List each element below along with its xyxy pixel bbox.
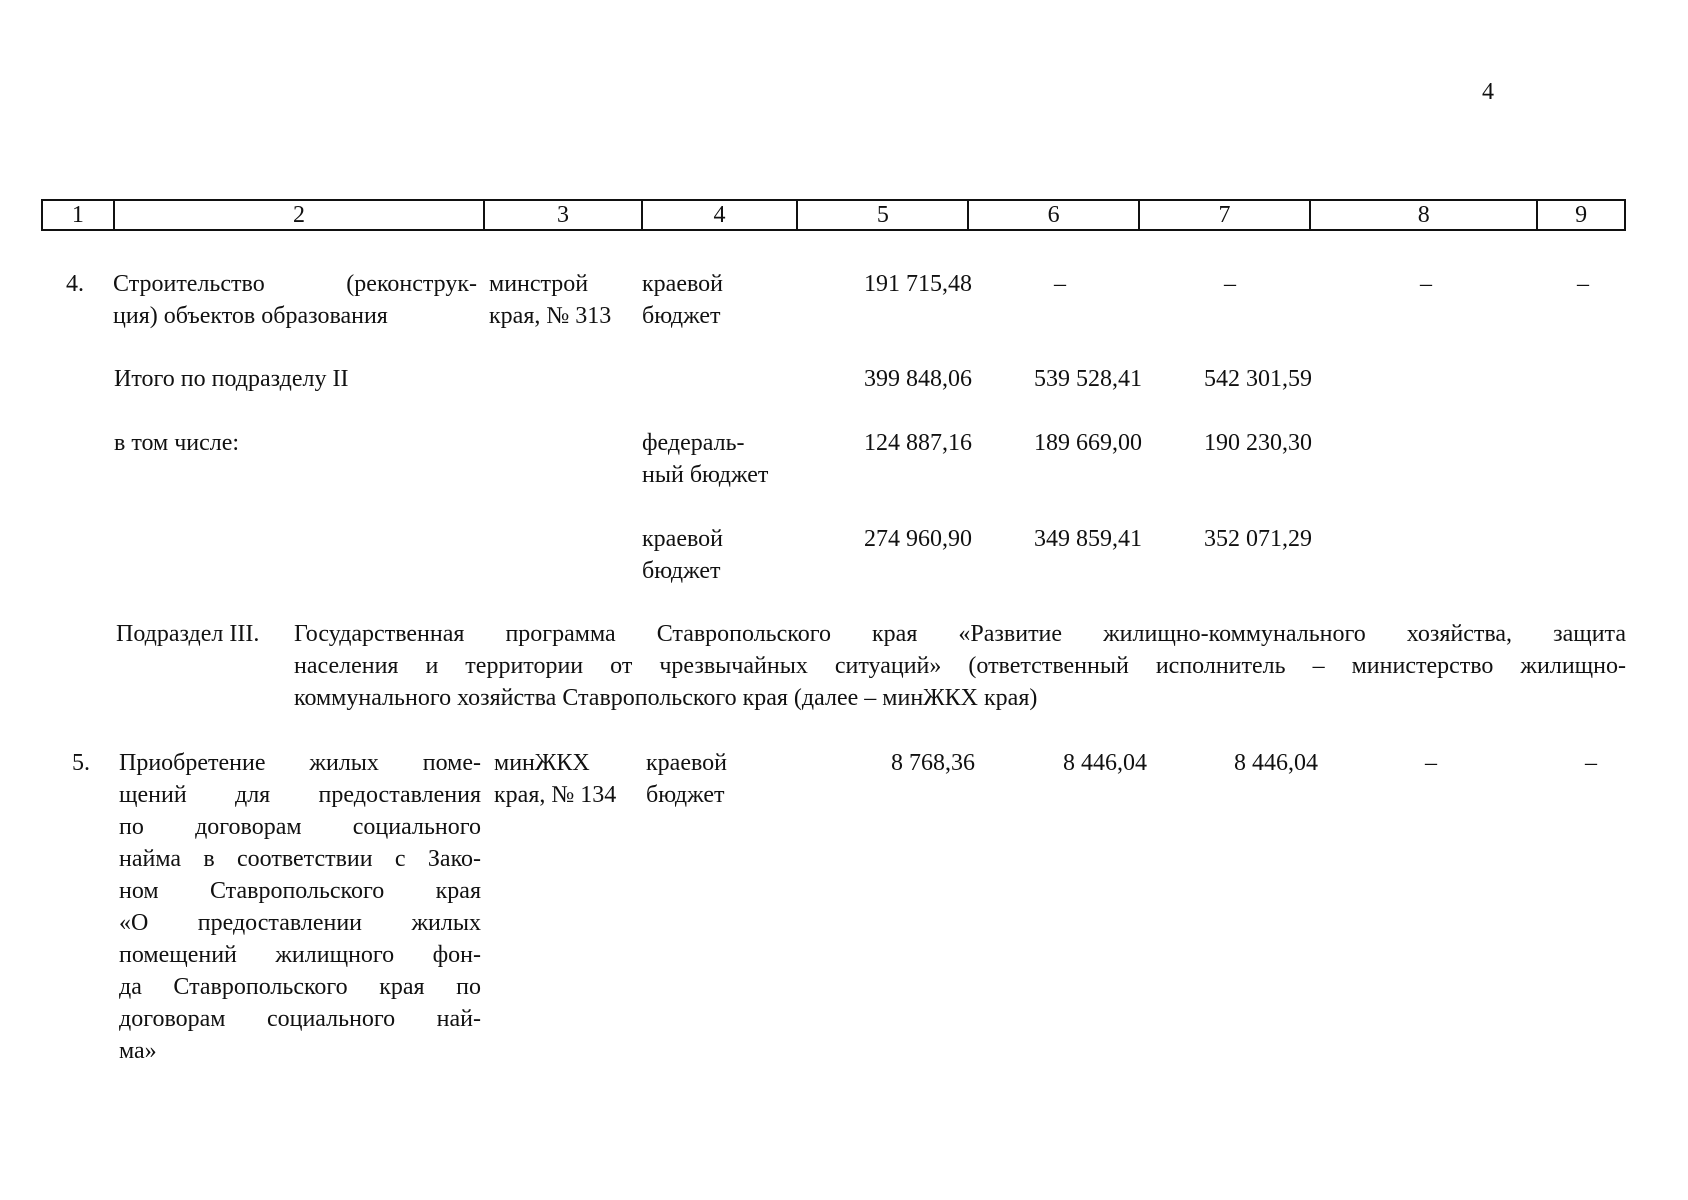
federal-value-5: 124 887,16 [864,430,972,456]
row-4-number: 4. [66,271,84,297]
row-4-value-5: 191 715,48 [864,271,972,297]
row-4-description [113,268,477,332]
subsection-3-prefix: Подраздел III. [116,621,260,647]
header-col-7: 7 [1140,201,1311,229]
row-4-source-line: краевой [642,271,723,297]
row-5-source-line: краевой [646,750,727,776]
page-number: 4 [1482,79,1494,105]
header-col-8: 8 [1311,201,1538,229]
federal-value-6: 189 669,00 [1034,430,1142,456]
regional-value-6: 349 859,41 [1034,526,1142,552]
row-5-executor [494,747,642,811]
row-4-exec-line: минстрой [489,271,589,297]
federal-source-line: федераль- [642,430,745,456]
regional-source-line: краевой [642,526,723,552]
row-5-desc-line: договорам социального най- [119,1006,481,1032]
subsection-3-line: населения и территории от чрезвычайных ситуаций» (ответственный исполнитель – министерство жилищно- [294,653,1626,679]
row-4-value-9: – [1577,271,1589,297]
row-5-number: 5. [72,750,90,776]
header-col-1: 1 [43,201,115,229]
header-col-3: 3 [485,201,642,229]
row-4-desc-line: Строительство (реконструк- [113,271,477,297]
regional-value-5: 274 960,90 [864,526,972,552]
regional-source-line: бюджет [642,558,721,584]
federal-source-line: ный бюджет [642,462,769,488]
column-header-row [41,199,1626,231]
row-4-value-7: – [1224,271,1236,297]
row-5-desc-line: помещений жилищного фон- [119,942,481,968]
header-col-2: 2 [115,201,486,229]
row-5-desc-line: щений для предоставления [119,782,481,808]
row-4-exec-line: края, № 313 [489,303,612,329]
row-5-desc-line: «О предоставлении жилых [119,910,481,936]
header-col-9: 9 [1575,202,1588,228]
row-5-source [646,747,727,811]
total-value-7: 542 301,59 [1204,366,1312,392]
regional-source [642,523,723,587]
row-5-value-9: – [1585,750,1597,776]
row-4-desc-line: ция) объектов образования [113,303,388,329]
row-5-desc-line: найма в соответствии с Зако- [119,846,481,872]
total-label: Итого по подразделу II [114,366,349,392]
row-5-value-5: 8 768,36 [891,750,975,776]
row-4-value-6: – [1054,271,1066,297]
header-col-6: 6 [969,201,1139,229]
row-5-value-7: 8 446,04 [1234,750,1318,776]
row-5-value-6: 8 446,04 [1063,750,1147,776]
row-5-exec-line: минЖКХ [494,750,590,776]
subsection-3-line: коммунального хозяйства Ставропольского края (далее – минЖКХ края) [294,685,1038,711]
row-4-value-8: – [1420,271,1432,297]
row-4-executor [489,268,637,332]
row-5-desc-line: ма» [119,1038,157,1064]
header-col-5: 5 [798,201,969,229]
total-value-6: 539 528,41 [1034,366,1142,392]
total-value-5: 399 848,06 [864,366,972,392]
row-5-desc-line: по договорам социального [119,814,481,840]
federal-value-7: 190 230,30 [1204,430,1312,456]
subsection-3-title [294,618,1626,714]
row-5-value-8: – [1425,750,1437,776]
row-5-desc-line: Приобретение жилых поме- [119,750,481,776]
federal-source [642,427,768,491]
subsection-3-line: Государственная программа Ставропольского края «Развитие жилищно-коммунального хозяйства, защита [294,621,1626,647]
including-label: в том числе: [114,430,240,456]
row-5-source-line: бюджет [646,782,725,808]
row-5-desc-line: ном Ставропольского края [119,878,481,904]
row-4-source-line: бюджет [642,303,721,329]
row-4-source [642,268,723,332]
row-5-description [119,747,481,1067]
regional-value-7: 352 071,29 [1204,526,1312,552]
row-5-exec-line: края, № 134 [494,782,617,808]
row-5-desc-line: да Ставропольского края по [119,974,481,1000]
header-col-4: 4 [643,201,798,229]
